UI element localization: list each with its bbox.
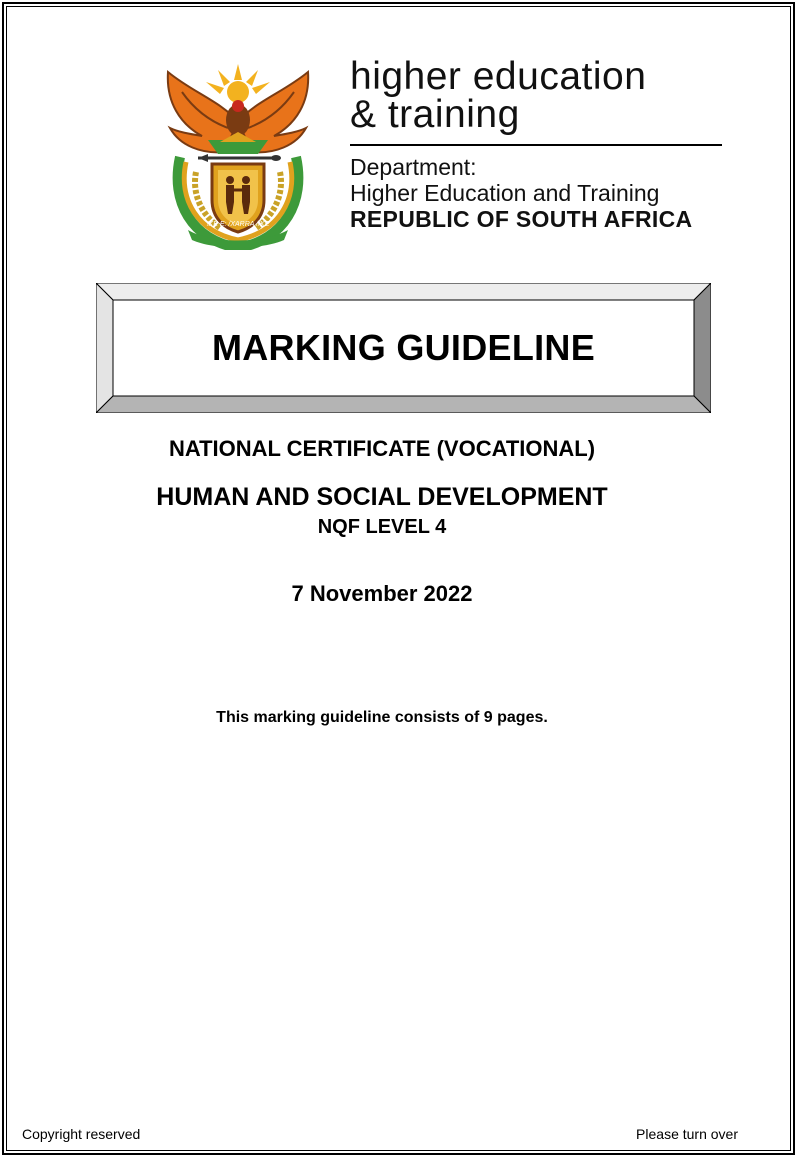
copyright-notice: Copyright reserved	[22, 1126, 141, 1142]
subject-title: HUMAN AND SOCIAL DEVELOPMENT	[156, 483, 608, 511]
qualification-title: NATIONAL CERTIFICATE (VOCATIONAL)	[168, 436, 596, 461]
department-label: Department:	[350, 154, 477, 180]
page-count-note: This marking guideline consists of 9 pages.	[216, 709, 548, 726]
department-name: Higher Education and Training	[350, 180, 660, 206]
nqf-level: NQF LEVEL 4	[317, 516, 447, 538]
exam-date: 7 November 2022	[291, 581, 473, 606]
motto-text: !KE E: /XARRA //KE	[206, 221, 270, 228]
department-title-line1: higher education	[350, 55, 647, 98]
wordmark-divider	[350, 144, 722, 146]
document-type-title: MARKING GUIDELINE	[211, 327, 596, 368]
department-wordmark	[350, 55, 730, 232]
department-title-line2: & training	[350, 93, 520, 136]
turn-over-notice: Please turn over	[636, 1126, 738, 1142]
country-name: REPUBLIC OF SOUTH AFRICA	[350, 206, 693, 232]
